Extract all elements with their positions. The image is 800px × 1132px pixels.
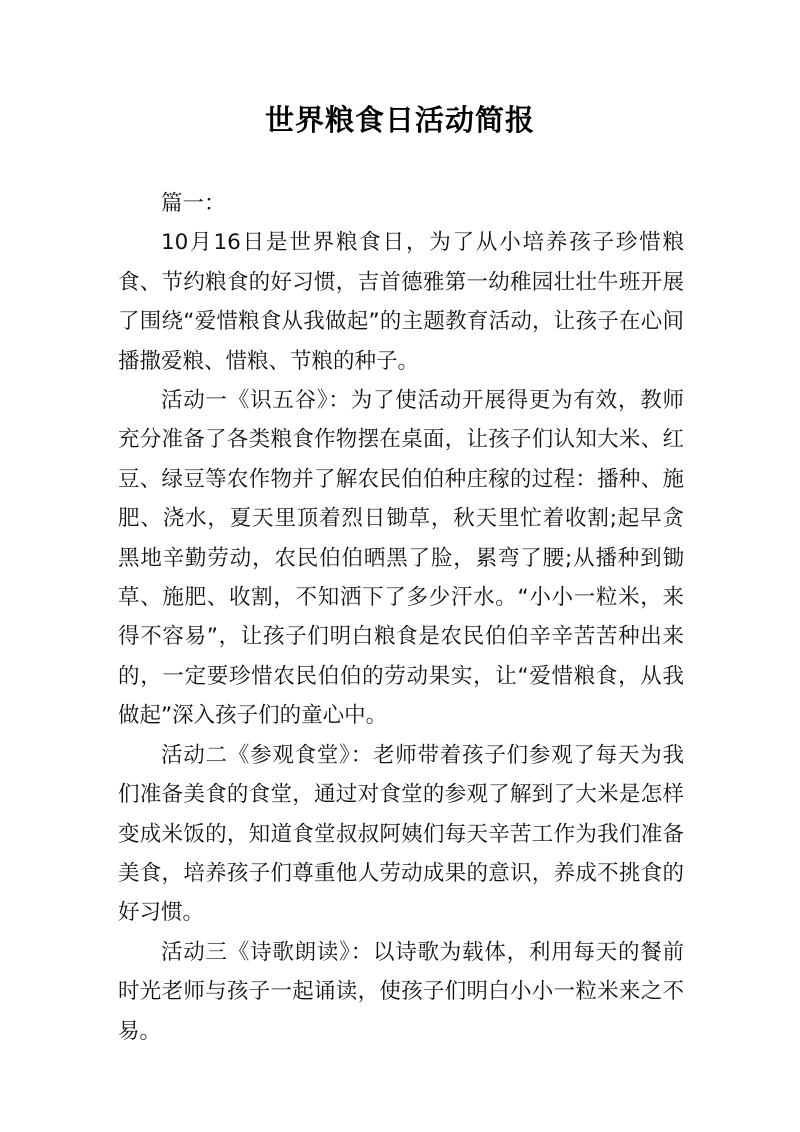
document-body xyxy=(118,184,684,1051)
paragraph-intro: 10月16日是世界粮食日，为了从小培养孩子珍惜粮食、节约粮食的好习惯，吉首德雅第一幼稚园壮壮牛班开展了围绕“爱惜粮食从我做起”的主题教育活动，让孩子在心间播撒爱粮、惜粮、节粮的种子。 xyxy=(118,230,684,374)
section-heading: 篇一： xyxy=(161,191,226,216)
paragraph-activity-1: 活动一《识五谷》：为了使活动开展得更为有效，教师充分准备了各类粮食作物摆在桌面，让孩子们认知大米、红豆、绿豆等农作物并了解农民伯伯种庄稼的过程：播种、施肥、浇水，夏天里顶着烈日锄草，秋天里忙着收割;起早贪黑地辛勤劳动，农民伯伯晒黑了脸，累弯了腰;从播种到锄草、施肥、收割，不知洒下了多少汗水。“小小一粒米，来得不容易”，让孩子们明白粮食是农民伯伯辛辛苦苦种出来的，一定要珍惜农民伯伯的劳动果实，让“爱惜粮食，从我做起”深入孩子们的童心中。 xyxy=(118,388,684,729)
paragraph-activity-3: 活动三《诗歌朗读》：以诗歌为载体，利用每天的餐前时光老师与孩子一起诵读，使孩子们明白小小一粒米来之不易。 xyxy=(118,939,684,1044)
paragraph-activity-2: 活动二《参观食堂》：老师带着孩子们参观了每天为我们准备美食的食堂，通过对食堂的参观了解到了大米是怎样变成米饭的，知道食堂叔叔阿姨们每天辛苦工作为我们准备美食，培养孩子们尊重他人劳动成果的意识，养成不挑食的好习惯。 xyxy=(118,742,684,926)
document-title: 世界粮食日活动简报 xyxy=(264,103,535,137)
